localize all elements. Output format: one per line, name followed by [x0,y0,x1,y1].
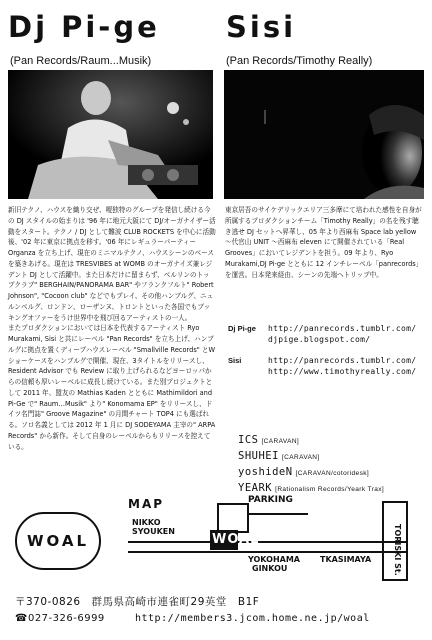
venue-logo [15,512,101,570]
link-artist-name: Dj Pi-ge [228,324,256,333]
link-artist-name: Sisi [228,356,242,365]
guest-label: [CARAVAN] [281,454,320,461]
guest-name: YEARK [238,482,273,494]
guest-item [238,433,384,449]
bio-paragraph: 新旧テクノ、ハウスを織り交ぜ、嗄独特のグルーブを発信し続ける今の DJ スタイルの始まりは '96 年に地元大阪にて DJ/オーガナイザー活動をスタート。テクノ / DJ として難波 CLUB ROCKETS を中心に活動後、'02 年に東京に拠点を移す。'06 年にレギュラーパーティー Organza を立ち上げ、現在のミニマルテクノ、ハウスシーンのベースを築きあげる。現在は TRESVIBES at WOMB のオーガナイズ兼レジデント DJ として活躍中。また日本だけに留まらず、ベルリンのトップクラブ" BERGHAIN/PANORAMA BAR" やフランクフルト" Robert Johnson", "Cocoon club" などでもプレイ、その他ハンブルグ、ニュルンベルグ、ロンドン、ローザンヌ、トロントといった各国でもブッキングオファーをうけ世界中を飛び回るアーティストの一人。 [8,206,216,322]
artist-label-left: (Pan Records/Raum...Musik) [10,55,152,67]
guest-list [238,433,384,497]
bio-paragraph: またプロダクションにおいては日本を代表するアーティスト Ryo Murakami, Sisi と共にレーベル "Pan Records" を立ち上げ、ハンブルグに拠点を置くディープハウスレーベル "Smallville Records" とWショーケースをハンブルグで開催、現在、3タイトルをリリースし、Resident Advisor でも Review に取り上げられるなどヨーロッパからの信頼も厚いレーベルに成長し続けている。また別プロジェクトとして 2011 年、盟友の Mathias Kaden とともに Mathimildori and Pi-Ge で" Raum…Musik" より" Konomama EP" をリリースし、ドイツ名門誌" Groove Magazine" の月間チャート TOP4 にも選ばれる。ソロ名義としては 2012 年 1 月に DJ SODEYAMA 主宰の" ARPA Records" から新作。そして自身のレーベルからもリリースを控えている。 [8,324,216,451]
artist-label-right: (Pan Records/Timothy Really) [226,55,373,67]
venue-url[interactable]: http://members3.jcom.home.ne.jp/woal [135,613,370,624]
venue-phone: ☎027-326-6999 [15,613,105,624]
guest-name: ICS [238,434,259,446]
artist-photo-right [224,70,424,199]
guest-item [238,449,384,465]
guest-name: yoshideN [238,466,293,478]
guest-item [238,465,384,481]
guest-name: SHUHEI [238,450,279,462]
venue-address: 〒370-0826 群馬県高崎市連雀町29英堂 B1F [15,596,260,608]
venue-map [118,496,424,584]
map-label-nikko: NIKKO [132,518,161,527]
map-label-takasimaya: TKASIMAYA [320,555,372,564]
url-link[interactable]: http://www.timothyreally.com/ [268,367,417,376]
map-label-parking: PARKING [248,495,293,505]
url-link[interactable]: djpige.blogspot.com/ [268,335,371,344]
url-link[interactable]: http://panrecords.tumblr.com/ [268,356,417,365]
url-link[interactable]: http://panrecords.tumblr.com/ [268,324,417,333]
map-label-woal: WOAL [212,532,260,547]
artist-name-right: Sisi [226,10,297,44]
artist-bio-right [225,205,424,280]
artist-links [228,323,424,377]
guest-label: [CARAVAN/cotoridesk] [295,470,370,477]
map-label-street: TORISKI St. [393,524,402,576]
artist-name-left: Dj Pi-ge [8,10,160,44]
bio-paragraph: 東京居吾のサイケデリックエリア三多摩にて培われた感性を自身が所属するプロダクションチーム「Timothy Really」の名を残す聴き逃せ DJ セットへ昇華し、05 年より西麻布 Space lab yellow ～代官山 UNIT ～西麻布 eleven にて開催されている「Real Grooves」においてレジデントを担う。09 年より、Ryo Murakami,DJ Pi-ge とともに 12 インチレーベル「panrecords」を運営。日本発来経由、シーンの先端へトリップ中。 [225,206,423,279]
artist-photo-left [8,70,213,199]
link-row [228,323,424,345]
link-row [228,355,424,377]
guest-label: [CARAVAN] [261,438,300,445]
map-label-yokohama-2: GINKOU [252,564,288,573]
map-label-yokohama: YOKOHAMA [248,555,300,564]
map-label-nikko-2: SYOUKEN [132,527,175,536]
map-title: MAP [128,497,165,511]
artist-bio-left [8,205,216,452]
guest-label: [Rationalism Records/Yeark Trax] [275,486,385,493]
venue-logo-text: WOAL [26,532,90,550]
